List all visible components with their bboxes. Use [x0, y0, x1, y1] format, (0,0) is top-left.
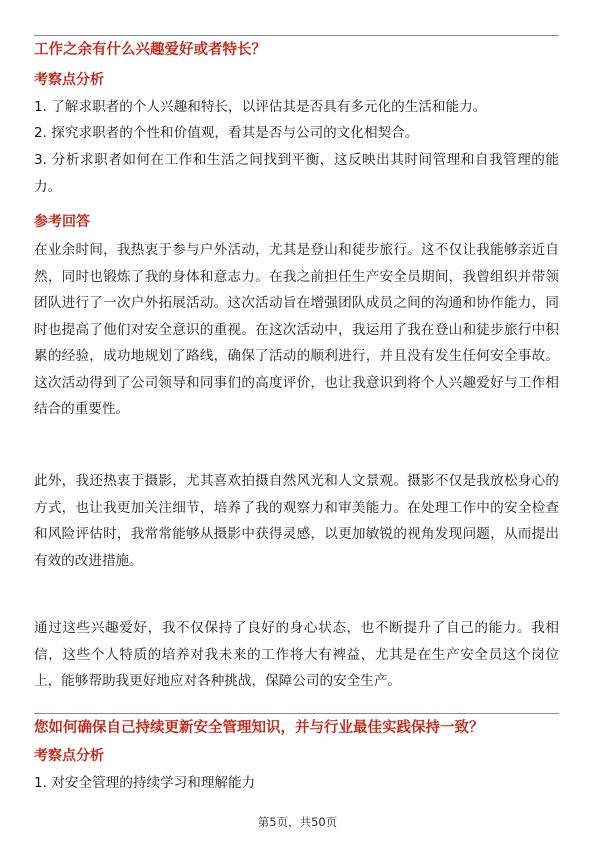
question-2-analysis-heading: 考察点分析 — [34, 748, 104, 764]
answer-paragraph-2: 此外，我还热衷于摄影，尤其喜欢拍摄自然风光和人文景观。摄影不仅是我放松身心的方式，也让我更加关注细节，培养了我的观察力和审美能力。在处理工作中的安全检查和风险评估时，我常常能够从摄影中获得灵感，以更加敏锐的视角发现问题，从而提出有效的改进措施。 — [34, 473, 559, 569]
question-1-answer-heading: 参考回答 — [34, 214, 90, 230]
question-1-title: 工作之余有什么兴趣爱好或者特长？ — [34, 42, 266, 58]
top-divider — [34, 35, 559, 36]
question-1-analysis-item-2: 2. 探究求职者的个性和价值观，看其是否与公司的文化相契合。 — [34, 125, 419, 141]
question-1-analysis-heading: 考察点分析 — [34, 72, 104, 88]
question-1-analysis-item-3: 3. 分析求职者如何在工作和生活之间找到平衡，这反映出其时间管理和自我管理的能力。 — [34, 152, 559, 195]
answer-paragraph-1: 在业余时间，我热衷于参与户外活动，尤其是登山和徒步旅行。这不仅让我能够亲近自然，同时也锻炼了我的身体和意志力。在我之前担任生产安全员期间，我曾组织并带领团队进行了一次户外拓展活动。这次活动旨在增强团队成员之间的沟通和协作能力，同时也提高了他们对安全意识的重视。在这次活动中，我运用了我在登山和徒步旅行中积累的经验，成功地规划了路线，确保了活动的顺利进行，并且没有发生任何安全事故。这次活动得到了公司领导和同事们的高度评价，也让我意识到将个人兴趣爱好与工作相结合的重要性。 — [34, 242, 559, 417]
section-divider — [34, 713, 559, 714]
question-2-analysis-item-1: 1. 对安全管理的持续学习和理解能力 — [34, 775, 256, 791]
answer-paragraph-3: 通过这些兴趣爱好，我不仅保持了良好的身心状态，也不断提升了自己的能力。我相信，这些个人特质的培养对我未来的工作将大有裨益，尤其是在生产安全员这个岗位上，能够帮助我更好地应对各种挑战，保障公司的安全生产。 — [34, 620, 559, 689]
question-1-analysis-item-1: 1. 了解求职者的个人兴趣和特长，以评估其是否具有多元化的生活和能力。 — [34, 99, 487, 115]
question-2-title: 您如何确保自己持续更新安全管理知识，并与行业最佳实践保持一致？ — [34, 720, 484, 736]
page-number-footer: 第5页，共50页 — [257, 815, 338, 829]
